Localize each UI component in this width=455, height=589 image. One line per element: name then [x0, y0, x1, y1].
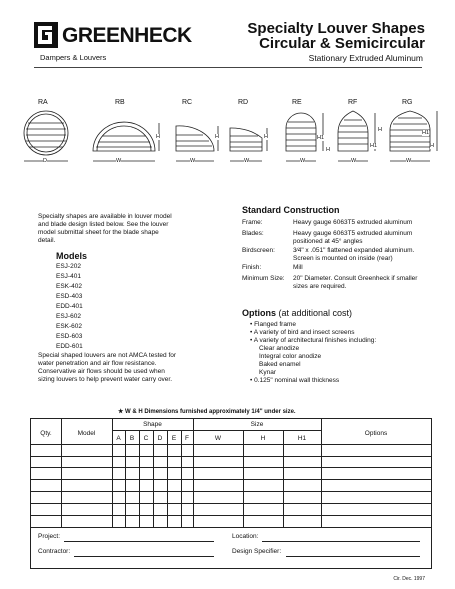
model-item: ESD-403: [56, 293, 83, 300]
shape-ra-drawing: [24, 111, 68, 161]
construction-label: Finish:: [242, 264, 262, 271]
option-subitem: Baked enamel: [259, 361, 301, 368]
contractor-field[interactable]: [74, 556, 214, 557]
specifier-label: Design Specifier:: [232, 548, 282, 555]
col-shape-a: A: [116, 435, 121, 442]
shape-code-ra: RA: [38, 99, 48, 106]
construction-heading: Standard Construction: [242, 205, 340, 215]
shape-rb-drawing: [93, 122, 159, 161]
col-shape-b: B: [129, 435, 135, 442]
dim-label-rc-w: W: [190, 158, 196, 164]
col-size: Size: [250, 421, 264, 428]
model-item: ESJ-401: [56, 273, 81, 280]
location-field[interactable]: [262, 541, 420, 542]
amca-note: Special shaped louvers are not AMCA tested for water penetration and air flow resistance. Conservative air flows should be used when sizing louvers to help prevent water carry over.: [38, 352, 177, 383]
construction-label: Frame:: [242, 219, 263, 226]
construction-label: Minimum Size:: [242, 275, 285, 282]
construction-value: Mill: [293, 264, 303, 271]
shape-rf-drawing: [338, 111, 378, 161]
specifier-field[interactable]: [286, 556, 420, 557]
greenheck-logo-mark: [34, 22, 58, 48]
model-item: ESJ-602: [56, 313, 81, 320]
option-subitem: Kynar: [259, 369, 276, 376]
dim-label-rg-h1: H1: [422, 130, 430, 136]
shape-rg-drawing: [390, 111, 437, 161]
dim-label-re-h: H: [326, 147, 330, 153]
option-item: • 0.125" nominal wall thickness: [250, 377, 340, 384]
header-divider: [34, 67, 422, 68]
construction-label: Birdscreen:: [242, 247, 275, 254]
col-size-h: H: [260, 435, 266, 442]
dim-label-re-w: W: [300, 158, 306, 164]
models-heading: Models: [56, 251, 88, 261]
dim-label-rc-h: H: [215, 134, 219, 140]
construction-value: Heavy gauge 6063T5 extruded aluminum: [293, 219, 413, 226]
col-size-w: W: [214, 435, 222, 442]
model-item: ESK-602: [56, 323, 83, 330]
page-subtitle: Stationary Extruded Aluminum: [308, 53, 423, 63]
dim-label-rf-w: W: [351, 158, 357, 164]
louver-shapes-diagram: [18, 108, 443, 170]
dim-label-re-h1: H1: [317, 135, 325, 141]
project-info-box: [30, 526, 432, 569]
col-size-h1: H1: [297, 435, 307, 442]
dim-label-rb-h: H: [156, 134, 160, 140]
options-title: Options: [242, 308, 276, 318]
location-label: Location:: [232, 533, 259, 540]
shape-rd-drawing: [230, 128, 267, 161]
dim-label-rg-w: W: [406, 158, 412, 164]
option-item: • Flanged frame: [250, 321, 296, 328]
dim-label-rd-w: W: [244, 158, 250, 164]
dim-label-rd-h: H: [264, 134, 268, 140]
dimension-note: ★ W & H Dimensions furnished approximately 1/4" under size.: [118, 409, 296, 415]
construction-value: 20" Diameter. Consult Greenheck if smaller sizes are required.: [293, 275, 418, 290]
col-shape-c: C: [143, 435, 149, 442]
option-subitem: Clear anodize: [259, 345, 300, 352]
shape-rc-drawing: [176, 126, 218, 161]
col-shape-f: F: [185, 435, 189, 442]
revision-date: Cir. Dec. 1997: [393, 576, 425, 582]
shape-code-rf: RF: [348, 99, 358, 106]
contractor-label: Contractor:: [38, 548, 71, 555]
option-subitem: Integral color anodize: [259, 353, 322, 360]
brand-tagline: Dampers & Louvers: [40, 53, 107, 62]
construction-value: Heavy gauge 6063T5 extruded aluminum positioned at 45° angles: [293, 230, 413, 245]
options-heading: [242, 308, 352, 318]
model-item: EDD-601: [56, 343, 83, 350]
model-item: EDD-401: [56, 303, 83, 310]
page-title-line2: Circular & Semicircular: [259, 35, 425, 52]
col-model: Model: [77, 430, 96, 437]
model-item: ESK-402: [56, 283, 83, 290]
col-options: Options: [364, 430, 388, 437]
construction-label: Blades:: [242, 230, 264, 237]
shape-code-rb: RB: [115, 99, 125, 106]
col-shape-e: E: [171, 435, 177, 442]
col-shape: Shape: [143, 421, 162, 428]
dim-label-d: D: [43, 158, 47, 164]
project-field[interactable]: [64, 541, 214, 542]
project-label: Project:: [38, 533, 61, 540]
shape-code-rg: RG: [402, 99, 413, 106]
dim-label-rb-w: W: [116, 158, 122, 164]
options-subtitle: (at additional cost): [278, 308, 353, 318]
dim-label-rg-h: H: [430, 143, 434, 149]
shape-code-re: RE: [292, 99, 302, 106]
brand-name: GREENHECK: [62, 24, 192, 47]
shape-code-rc: RC: [182, 99, 193, 106]
col-qty: Qty.: [40, 430, 52, 437]
dim-label-rf-h1: H1: [370, 143, 378, 149]
dim-label-rf-h: H: [378, 127, 382, 133]
col-shape-d: D: [157, 435, 163, 442]
model-item: ESD-603: [56, 333, 83, 340]
model-item: ESJ-202: [56, 263, 81, 270]
page-title-line1: Specialty Louver Shapes: [247, 20, 425, 37]
order-table: [30, 418, 432, 528]
option-item: • A variety of bird and insect screens: [250, 329, 355, 336]
description-text: Specialty shapes are available in louver model and blade design listed below. See the louver model submittal sheet for the blade shape detail.: [38, 213, 172, 244]
option-item: • A variety of architectural finishes including:: [250, 337, 377, 344]
construction-value: 3⁄4" x .051" flattened expanded aluminum. Screen is mounted on inside (rear): [293, 247, 415, 262]
shape-code-rd: RD: [238, 99, 249, 106]
